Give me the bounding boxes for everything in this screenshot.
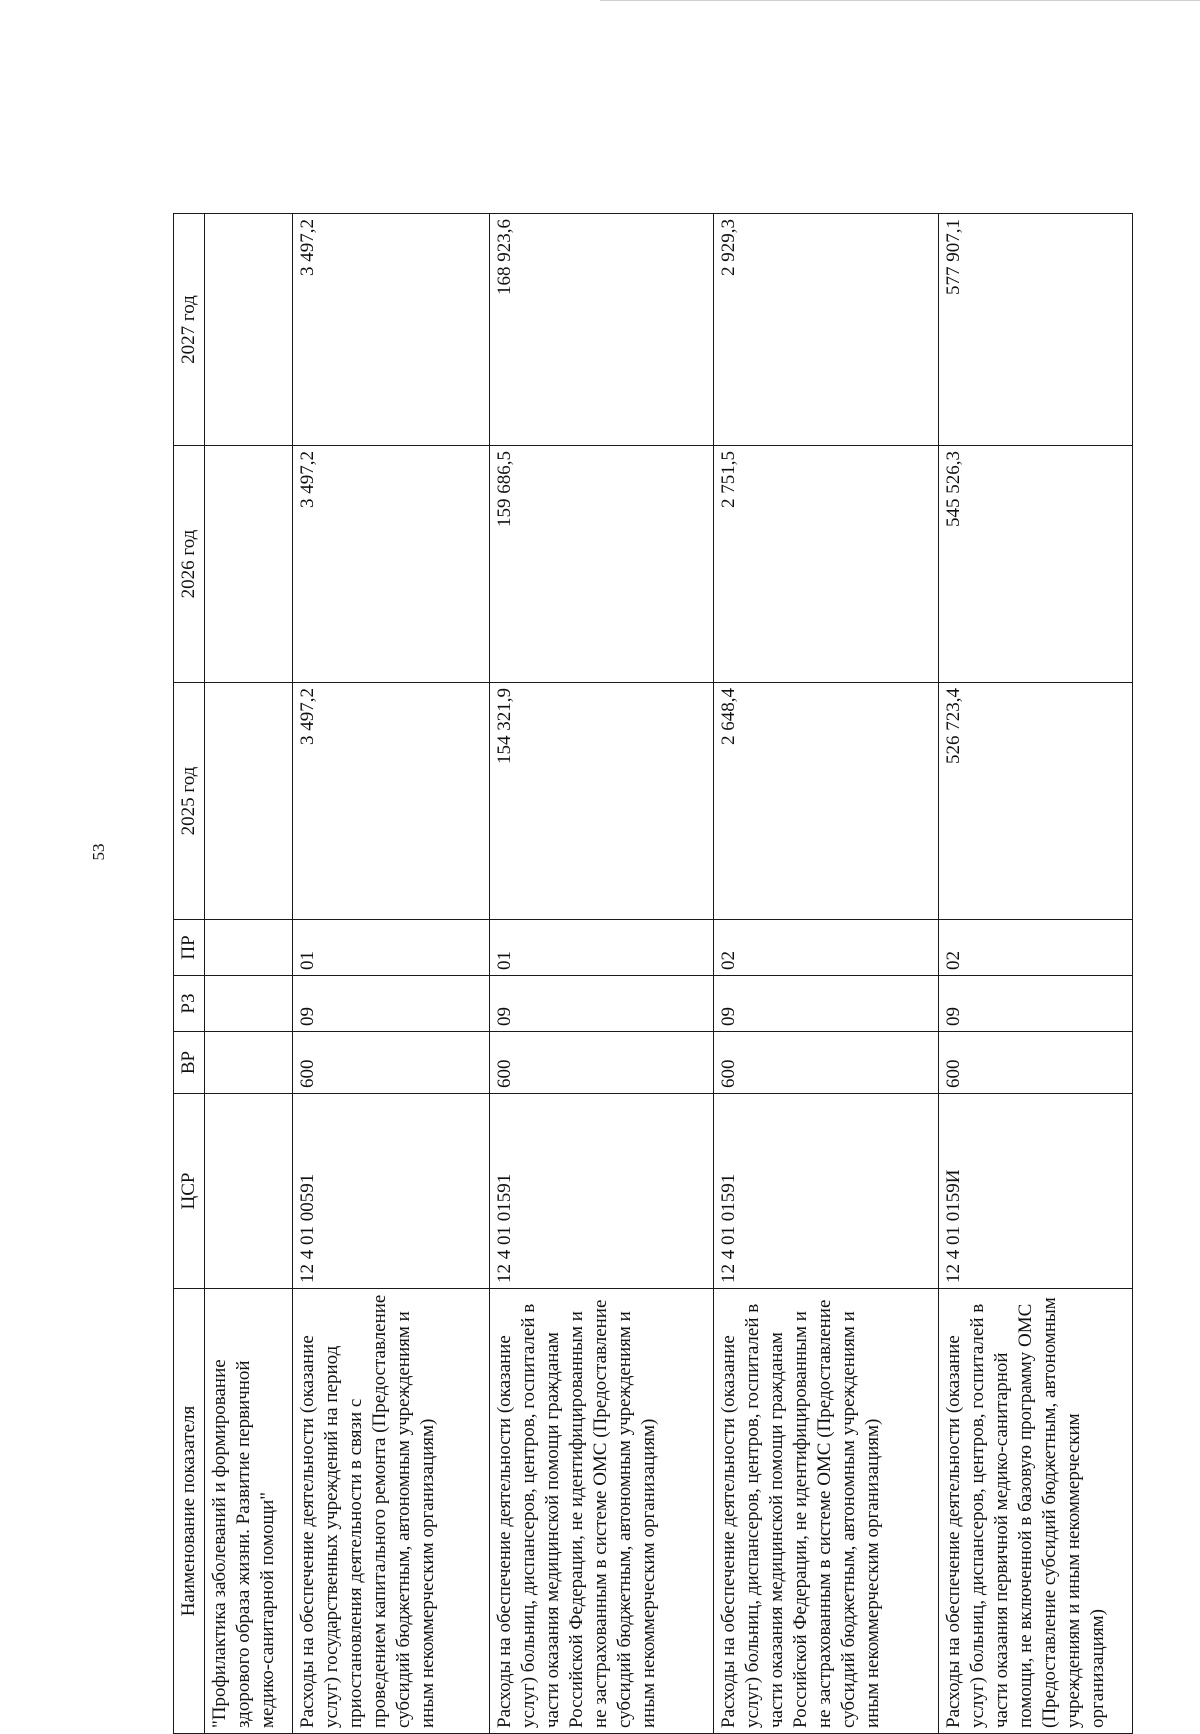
budget-table — [173, 213, 1133, 1734]
row-2027: 577 907,1 — [938, 214, 1132, 446]
row-rz: 09 — [714, 976, 938, 1032]
row-vr: 600 — [292, 1032, 490, 1094]
row-2027: 168 923,6 — [490, 214, 714, 446]
header-pr: ПР — [174, 920, 205, 976]
row-2027 — [205, 214, 293, 446]
header-2026: 2026 год — [174, 446, 205, 683]
table-row — [490, 214, 714, 1734]
row-2026: 2 751,5 — [714, 446, 938, 683]
header-vr: ВР — [174, 1032, 205, 1094]
row-2026: 159 686,5 — [490, 446, 714, 683]
row-2025: 2 648,4 — [714, 683, 938, 920]
header-name: Наименование показателя — [174, 1289, 205, 1734]
row-2025 — [205, 683, 293, 920]
row-name: Расходы на обеспечение деятельности (оказание услуг) больниц, диспансеров, центров, госпиталей в части оказания медицинской помощи гражданам Российской Федерации, не идентифицированным и не застрахованным в системе ОМС (Предоставление субсидий бюджетным, автономным учреждениям и иным некоммерческим организациям) — [714, 1289, 938, 1734]
row-csr: 12 4 01 0159И — [938, 1094, 1132, 1289]
row-vr: 600 — [490, 1032, 714, 1094]
row-name: Расходы на обеспечение деятельности (оказание услуг) государственных учреждений на период приостановления деятельности в связи с проведением капитального ремонта (Предоставление субсидий бюджетным, автономным учреждениям и иным некоммерческим организациям) — [292, 1289, 490, 1734]
row-csr: 12 4 01 01591 — [490, 1094, 714, 1289]
row-vr: 600 — [714, 1032, 938, 1094]
row-name: Расходы на обеспечение деятельности (оказание услуг) больниц, диспансеров, центров, госпиталей в части оказания медицинской помощи гражданам Российской Федерации, не идентифицированным и не застрахованным в системе ОМС (Предоставление субсидий бюджетным, автономным учреждениям и иным некоммерческим организациям) — [490, 1289, 714, 1734]
table-row — [714, 214, 938, 1734]
row-rz — [205, 976, 293, 1032]
row-csr: 12 4 01 01591 — [714, 1094, 938, 1289]
row-2026: 545 526,3 — [938, 446, 1132, 683]
row-rz: 09 — [490, 976, 714, 1032]
row-vr: 600 — [938, 1032, 1132, 1094]
row-csr — [205, 1094, 293, 1289]
table-row — [938, 214, 1132, 1734]
row-pr: 02 — [938, 920, 1132, 976]
row-pr: 01 — [490, 920, 714, 976]
row-csr: 12 4 01 00591 — [292, 1094, 490, 1289]
page-number-text: 53 — [89, 843, 108, 861]
row-2027: 3 497,2 — [292, 214, 490, 446]
scan-edge-line — [600, 0, 1200, 1]
row-name: "Профилактика заболеваний и формирование здорового образа жизни. Развитие первичной медико-санитарной помощи" — [205, 1289, 293, 1734]
row-rz: 09 — [292, 976, 490, 1032]
row-2026: 3 497,2 — [292, 446, 490, 683]
page-number — [89, 843, 108, 861]
header-csr: ЦСР — [174, 1094, 205, 1289]
header-rz: РЗ — [174, 976, 205, 1032]
table-row — [292, 214, 490, 1734]
budget-table-container — [173, 214, 1133, 1734]
row-pr — [205, 920, 293, 976]
table-header-row — [174, 214, 205, 1734]
header-2025: 2025 год — [174, 683, 205, 920]
row-2027: 2 929,3 — [714, 214, 938, 446]
row-pr: 01 — [292, 920, 490, 976]
row-rz: 09 — [938, 976, 1132, 1032]
row-2025: 526 723,4 — [938, 683, 1132, 920]
row-vr — [205, 1032, 293, 1094]
table-row — [205, 214, 293, 1734]
row-pr: 02 — [714, 920, 938, 976]
row-2025: 154 321,9 — [490, 683, 714, 920]
row-2026 — [205, 446, 293, 683]
row-2025: 3 497,2 — [292, 683, 490, 920]
row-name: Расходы на обеспечение деятельности (оказание услуг) больниц, диспансеров, центров, госпиталей в части оказания первичной медико-санитарной помощи, не включенной в базовую программу ОМС (Предоставление субсидий бюджетным, автономным учреждениям и иным некоммерческим организациям) — [938, 1289, 1132, 1734]
header-2027: 2027 год — [174, 214, 205, 446]
